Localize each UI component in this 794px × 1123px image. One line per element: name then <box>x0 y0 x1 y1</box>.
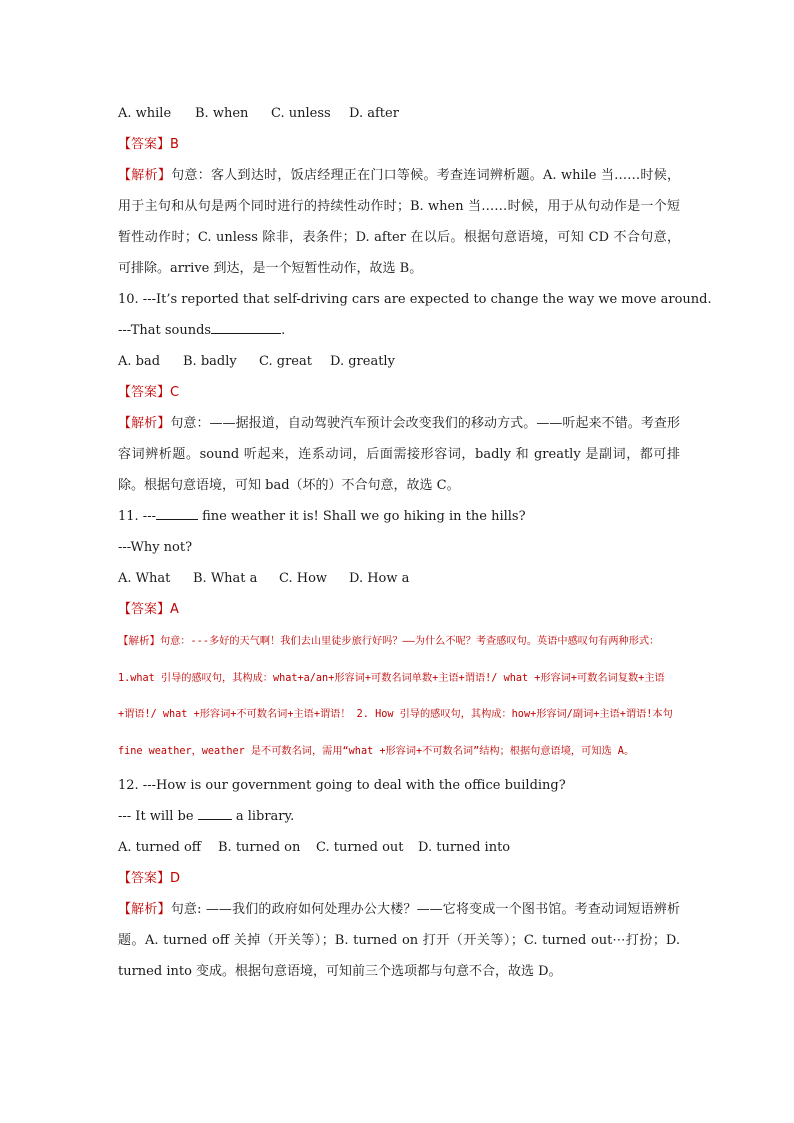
q10-reply-suffix: . <box>281 323 286 338</box>
q11-option-b: B. What a <box>193 571 258 586</box>
q9-answer <box>118 129 680 160</box>
q12-stem: 12. ---How is our government going to deal with the office building? <box>118 778 566 793</box>
q12-blank <box>198 806 232 820</box>
q9-option-d: D. after <box>349 106 399 121</box>
analysis-tag: 【解析】 <box>118 168 172 183</box>
q11-option-a: A. What <box>118 571 171 586</box>
q9-options <box>118 98 680 129</box>
q10-blank <box>211 320 281 334</box>
q10-option-a: A. bad <box>118 354 161 369</box>
q9-option-c: C. unless <box>271 106 331 121</box>
q12-reply-suffix: a library. <box>231 809 295 824</box>
q10-reply-prefix: ---That sounds <box>118 323 212 338</box>
q12-option-b: B. turned on <box>218 840 301 855</box>
q11-stem-suffix: fine weather it is! Shall we go hiking in the hills? <box>197 509 526 524</box>
q12-reply-prefix: --- It will be <box>118 809 198 824</box>
analysis-tag: 【解析】 <box>118 902 171 917</box>
q12-option-c: C. turned out <box>316 840 404 855</box>
answer-tag: 【答案】 <box>118 385 171 400</box>
q9-option-a: A. while <box>118 106 172 121</box>
q12-options <box>118 832 680 863</box>
answer-value: B <box>170 137 179 152</box>
answer-value: A <box>170 602 179 617</box>
analysis-text: 句意: ——我们的政府如何处理办公大楼？——它将变成一个图书馆。考查动词短语辨析题。A. turned off 关掉（开关等）；B. turned on 打开（开关等）；C. turned out⋯打扮；D. turned into 变成。根据句意语境，可知前三个选项都与句意不合，故选 D。 <box>118 902 680 979</box>
q10-reply <box>118 315 680 346</box>
q10-answer <box>118 377 680 408</box>
q11-answer <box>118 594 680 625</box>
q10-options <box>118 346 680 377</box>
analysis-tag: 【解析】 <box>118 416 171 431</box>
q11-option-d: D. How a <box>349 571 410 586</box>
q9-option-b: B. when <box>195 106 249 121</box>
document-page <box>118 98 712 987</box>
analysis-text: 句意：——据报道，自动驾驶汽车预计会改变我们的移动方式。——听起来不错。考查形容词辨析题。sound 听起来，连系动词，后面需接形容词，badly 和 greatly 是副词，都可排除。根据句意语境，可知 bad（坏的）不合句意，故选 C。 <box>118 416 680 493</box>
answer-tag: 【答案】 <box>118 137 171 152</box>
answer-tag: 【答案】 <box>118 871 171 886</box>
q11-stem-prefix: 11. --- <box>118 509 156 524</box>
q10-analysis <box>118 408 680 501</box>
q12-option-a: A. turned off <box>118 840 202 855</box>
q10-option-d: D. greatly <box>330 354 395 369</box>
q10-option-b: B. badly <box>183 354 237 369</box>
q12-analysis <box>118 894 680 987</box>
answer-value: C <box>170 385 180 400</box>
q12-reply <box>118 801 680 832</box>
analysis-tag: 【解析】 <box>118 635 160 647</box>
q11-options <box>118 563 680 594</box>
q11-analysis <box>118 623 680 770</box>
answer-tag: 【答案】 <box>118 602 171 617</box>
q9-analysis <box>118 160 680 284</box>
q10-option-c: C. great <box>259 354 312 369</box>
q11-stem <box>118 501 680 532</box>
q12-answer <box>118 863 680 894</box>
q11-blank <box>156 506 198 520</box>
analysis-text: 句意：---多好的天气啊！我们去山里徒步旅行好吗？——为什么不呢？考查感叹句。英语中感叹句有两种形式：1.what 引导的感叹句，其构成：what+a/an+形容词+可数名词单数+主语+谓语!/ what +形容词+可数名词复数+主语+谓语!/ what +形容词+不可数名词+主语+谓语！ 2. How 引导的感叹句，其构成：how+形容词/副词+主语+谓语!本句 fine weather，weather 是不可数名词，需用“what +形容词+不可数名词”结构；根据句意语境，可知选 A。 <box>118 636 673 757</box>
q11-reply: ---Why not? <box>118 540 193 555</box>
analysis-text: 句意：客人到达时，饭店经理正在门口等候。考查连词辨析题。A. while 当……时候，用于主句和从句是两个同时进行的持续性动作时；B. when 当……时候，用于从句动作是一个短暂性动作时；C. unless 除非，表条件；D. after 在以后。根据句意语境，可知 CD 不合句意，可排除。arrive 到达，是一个短暂性动作，故选 B。 <box>118 168 680 276</box>
q11-option-c: C. How <box>279 571 328 586</box>
answer-value: D <box>170 871 181 886</box>
q12-option-d: D. turned into <box>418 840 511 855</box>
q10-stem: 10. ---It’s reported that self-driving cars are expected to change the way we move around. <box>118 292 712 307</box>
